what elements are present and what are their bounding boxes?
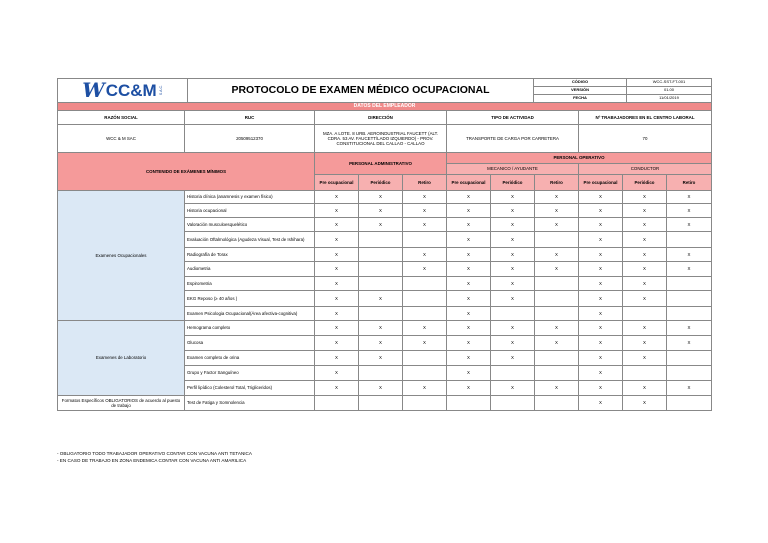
exam-mark [403, 351, 447, 366]
exam-mark [359, 262, 403, 277]
exam-mark: X [491, 204, 535, 218]
exam-mark: X [535, 262, 579, 277]
exam-mark [447, 396, 491, 411]
sub-header-cell: Periódico [359, 175, 403, 191]
exam-mark: X [535, 218, 579, 232]
exam-mark: X [315, 291, 359, 307]
exam-mark: X [535, 321, 579, 336]
exam-name: Examen completo de orina [185, 351, 315, 366]
section-label: Examenes Ocupacionales [58, 191, 185, 321]
exam-mark [491, 307, 535, 321]
logo-brand: CC&M [105, 80, 157, 100]
exam-mark [315, 396, 359, 411]
admin-header: PERSONAL ADMINISTRATIVO [315, 153, 447, 175]
exam-mark: X [623, 262, 667, 277]
exam-mark: X [667, 321, 712, 336]
exam-mark: X [535, 248, 579, 262]
exam-row [58, 396, 712, 411]
company-name: WCC & M SAC [58, 125, 185, 153]
exam-mark: X [447, 366, 491, 381]
exam-mark: X [359, 204, 403, 218]
exam-mark: X [447, 262, 491, 277]
exam-mark: X [579, 277, 623, 291]
exam-name: EKG Reposo (≥ 40 años ) [185, 291, 315, 307]
exam-mark: X [491, 191, 535, 204]
exam-mark: X [315, 307, 359, 321]
exam-mark [403, 277, 447, 291]
sub-header-cell: Retiro [403, 175, 447, 191]
exam-mark: X [359, 191, 403, 204]
exam-mark: X [579, 218, 623, 232]
exam-mark: X [315, 381, 359, 396]
exam-mark [535, 366, 579, 381]
exam-mark: X [315, 191, 359, 204]
company-workers: 70 [579, 125, 712, 153]
exam-mark: X [315, 248, 359, 262]
exam-mark: X [623, 291, 667, 307]
exam-mark [403, 366, 447, 381]
exam-mark [359, 248, 403, 262]
exam-mark: X [447, 321, 491, 336]
exam-mark [667, 351, 712, 366]
meta-value-code: WCC-SST-FT-001 [627, 79, 712, 87]
exam-mark [403, 232, 447, 248]
sub-header-cell: Pre ocupacional [315, 175, 359, 191]
exam-mark: X [315, 351, 359, 366]
exam-mark [491, 396, 535, 411]
exam-name: Hemograma completo [185, 321, 315, 336]
exam-mark: X [579, 191, 623, 204]
exam-mark: X [447, 204, 491, 218]
exam-mark: X [623, 396, 667, 411]
exam-mark: X [623, 351, 667, 366]
exam-name: Radiografía de Torax [185, 248, 315, 262]
exam-name: Examen Psicologia Ocupacional(Área afectiva-cognitiva) [185, 307, 315, 321]
exam-mark: X [623, 204, 667, 218]
section-label: Examenes de Laboratorio [58, 321, 185, 396]
exam-mark: X [315, 262, 359, 277]
exam-mark [623, 307, 667, 321]
exam-mark: X [623, 191, 667, 204]
exam-mark [667, 366, 712, 381]
note-item: - EN CASO DE TRABAJO EN ZONA ENDEMICA CONTAR CON VACUNA ANTI AMARILICA [57, 458, 247, 464]
exam-name: Valoración musculoesquelético [185, 218, 315, 232]
exam-mark: X [403, 321, 447, 336]
exam-mark: X [491, 218, 535, 232]
employer-band: DATOS DEL EMPLEADOR [58, 103, 712, 111]
exam-mark: X [403, 381, 447, 396]
exam-mark: X [315, 366, 359, 381]
exam-mark: X [579, 381, 623, 396]
exam-mark: X [491, 321, 535, 336]
exam-mark [667, 307, 712, 321]
op-group-conductor: CONDUCTOR [579, 164, 712, 175]
document-title: PROTOCOLO DE EXAMEN MÉDICO OCUPACIONAL [188, 79, 534, 103]
exam-mark: X [623, 336, 667, 351]
exam-mark: X [579, 248, 623, 262]
exam-mark: X [403, 248, 447, 262]
header-ruc: RUC [185, 111, 315, 125]
exam-mark: X [359, 336, 403, 351]
exam-mark: X [447, 277, 491, 291]
exam-mark: X [447, 248, 491, 262]
exam-mark: X [359, 351, 403, 366]
company-activity: TRANSPORTE DE CARGA POR CARRETERA [447, 125, 579, 153]
exam-mark: X [447, 232, 491, 248]
exam-mark [403, 307, 447, 321]
exam-name: Test de Fatiga y Somnolencia [185, 396, 315, 411]
exam-mark: X [447, 291, 491, 307]
exam-mark [535, 291, 579, 307]
exam-mark [403, 291, 447, 307]
exam-name: Perfil lipídico (Colesterol Total, Trigliceridos) [185, 381, 315, 396]
logo-tag: S.A.C. [158, 85, 163, 96]
exam-mark: X [491, 351, 535, 366]
exam-mark: X [447, 336, 491, 351]
exam-mark: X [667, 262, 712, 277]
sub-header-cell: Pre ocupacional [579, 175, 623, 191]
section-label: Formatos Específicos OBLIGATORIOS de acuerdo al puesto de trabajo [58, 396, 185, 411]
exam-mark: X [535, 381, 579, 396]
header-num-trabajadores: Nº TRABAJADORES EN EL CENTRO LABORAL [579, 111, 712, 125]
exam-mark: X [315, 277, 359, 291]
exam-mark: X [491, 291, 535, 307]
exam-mark: X [579, 262, 623, 277]
exam-mark [623, 366, 667, 381]
exam-mark: X [403, 218, 447, 232]
exam-mark: X [579, 291, 623, 307]
exam-mark: X [447, 218, 491, 232]
exam-mark [359, 366, 403, 381]
operative-header: PERSONAL OPERATIVO [447, 153, 712, 164]
exam-mark: X [447, 307, 491, 321]
exam-mark: X [447, 351, 491, 366]
exam-mark [667, 232, 712, 248]
exam-protocol-table [57, 102, 712, 411]
exam-mark [667, 291, 712, 307]
exam-mark [359, 232, 403, 248]
exam-name: Glucosa [185, 336, 315, 351]
exam-mark: X [491, 248, 535, 262]
exam-name: Historia clínica (anamnesis y examen físico) [185, 191, 315, 204]
exam-name: Espirometria [185, 277, 315, 291]
exam-mark [535, 232, 579, 248]
exam-name: Evaluación Oftalmológica (Agudeza Visual, Test de Ishihara) [185, 232, 315, 248]
sub-header-cell: Retiro [667, 175, 712, 191]
meta-value-version: 01.00 [627, 87, 712, 95]
exam-mark: X [315, 204, 359, 218]
exam-mark: X [403, 262, 447, 277]
exam-mark: X [667, 191, 712, 204]
exam-mark: X [315, 321, 359, 336]
exam-mark: X [447, 191, 491, 204]
exam-mark: X [579, 396, 623, 411]
exam-mark: X [491, 277, 535, 291]
exam-mark: X [447, 381, 491, 396]
exam-mark: X [579, 307, 623, 321]
exam-mark: X [403, 336, 447, 351]
exam-mark: X [623, 232, 667, 248]
exam-mark: X [579, 366, 623, 381]
sub-header-cell: Periódico [623, 175, 667, 191]
exam-mark [403, 396, 447, 411]
exam-mark [359, 396, 403, 411]
op-group-mecanico: MECANICO / AYUDANTE [447, 164, 579, 175]
exam-mark: X [403, 191, 447, 204]
sub-header-cell: Pre ocupacional [447, 175, 491, 191]
exam-mark: X [667, 381, 712, 396]
exam-mark: X [667, 204, 712, 218]
exam-row [58, 321, 712, 336]
exam-mark: X [623, 277, 667, 291]
exam-mark: X [491, 262, 535, 277]
exam-mark [667, 277, 712, 291]
header-razon-social: RAZÓN SOCIAL [58, 111, 185, 125]
exam-mark: X [315, 218, 359, 232]
exam-mark: X [403, 204, 447, 218]
exam-mark: X [579, 351, 623, 366]
exam-name: Grupo y Factor Sanguíneo [185, 366, 315, 381]
meta-label-code: CÓDIGO [534, 79, 627, 87]
exam-mark [359, 307, 403, 321]
exam-mark: X [667, 248, 712, 262]
exam-mark: X [579, 232, 623, 248]
exam-row [58, 191, 712, 204]
exam-mark: X [623, 248, 667, 262]
meta-value-date: 11/01/2019 [627, 95, 712, 103]
exam-mark [491, 366, 535, 381]
exam-mark: X [491, 232, 535, 248]
exam-mark: X [623, 381, 667, 396]
exam-mark: X [359, 321, 403, 336]
exam-mark [535, 396, 579, 411]
document-header [57, 78, 712, 103]
exam-mark: X [491, 381, 535, 396]
exam-mark: X [359, 218, 403, 232]
content-header: CONTENIDO DE EXÁMENES MÍNIMOS [58, 153, 315, 191]
exam-mark: X [579, 321, 623, 336]
exam-mark: X [535, 336, 579, 351]
sub-header-cell: Retiro [535, 175, 579, 191]
company-address: MZA. A LOTE. 8 URB. AEROINDUSTRIAL FAUCETT (ALT. CDRA. 53 AV. FAUCETT/LADO IZQUIERDO) - PROV. CONSTITUCIONAL DEL CALLAO - CALLAO [315, 125, 447, 153]
exam-mark: X [359, 381, 403, 396]
exam-name: Audiometria [185, 262, 315, 277]
logo-mark: W [82, 78, 104, 102]
company-ruc: 20509512370 [185, 125, 315, 153]
company-logo [58, 79, 188, 103]
exam-mark: X [667, 218, 712, 232]
exam-mark [359, 277, 403, 291]
meta-label-version: VERSIÓN [534, 87, 627, 95]
notes [57, 450, 252, 465]
header-direccion: DIRECCIÓN [315, 111, 447, 125]
exam-mark [535, 351, 579, 366]
exam-name: Historia ocupacional [185, 204, 315, 218]
exam-mark: X [535, 204, 579, 218]
exam-mark: X [535, 191, 579, 204]
exam-mark: X [579, 204, 623, 218]
exam-mark [667, 396, 712, 411]
exam-mark: X [315, 232, 359, 248]
note-item: - OBLIGATORIO TODO TRABAJADOR OPERATIVO CONTAR CON VACUNA ANTI TETANICA [57, 451, 252, 456]
exam-mark: X [623, 218, 667, 232]
meta-label-date: FECHA [534, 95, 627, 103]
exam-mark: X [315, 336, 359, 351]
exam-mark: X [579, 336, 623, 351]
exam-mark [535, 307, 579, 321]
header-tipo-actividad: TIPO DE ACTIVIDAD [447, 111, 579, 125]
exam-mark: X [623, 321, 667, 336]
sub-header-cell: Periódico [491, 175, 535, 191]
exam-mark [535, 277, 579, 291]
exam-mark: X [359, 291, 403, 307]
exam-mark: X [667, 336, 712, 351]
exam-mark: X [491, 336, 535, 351]
